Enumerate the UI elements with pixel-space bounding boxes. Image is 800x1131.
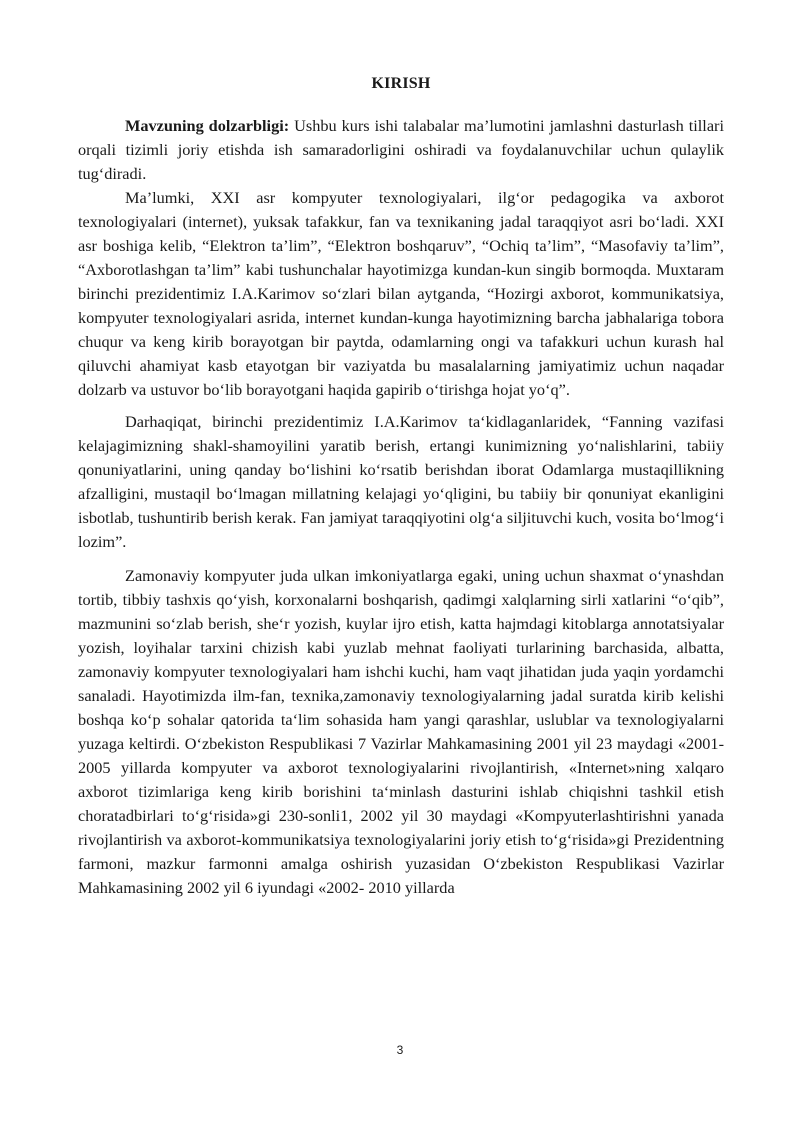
paragraph-text: Ushbu kurs ishi talabalar ma’lumotini jamlashni dasturlash tillari orqali tizimli joriy etishda ish samaradorligini oshiradi va foydalanuvchilar uchun qulaylik tug‘diradi. <box>78 116 724 183</box>
paragraph-text: Zamonaviy kompyuter juda ulkan imkoniyatlarga egaki, uning uchun shaxmat o‘ynashdan tortib, tibbiy tashxis qo‘yish, korxonalarni boshqarish, qadimgi xalqlarning sirli xatlarini “o‘qib”, mazmunini so‘zlab berish, she‘r yozish, kuylar ijro etish, katta hajmdagi kitoblarga annotatsiyalar yozish, loyihalar tarxini chizish kabi yuzlab mehnat faoliyati turlarining barchasida, albatta, zamonaviy kompyuter texnologiyalari ham ishchi kuchi, ham vaqt jihatidan juda yaqin yordamchi sanaladi. Hayotimizda ilm-fan, texnika,zamonaviy texnologiyalarning jadal suratda kirib kelishi boshqa ko‘p sohalar qatorida ta‘lim sohasida ham yangi qarashlar, uslublar va texnologiyalarni yuzaga keltirdi. O‘zbekiston Respublikasi 7 Vazirlar Mahkamasining 2001 yil 23 maydagi «2001-2005 yillarda kompyuter va axborot texnologiyalarini rivojlantirish, «Internet»ning xalqaro axborot tizimlariga keng kirib borishini ta‘minlash dasturini ishlab chiqishni tashkil etish choratadbirlari to‘g‘risida»gi 230-sonli1, 2002 yil 30 maydagi «Kompyuterlashtirishni yanada rivojlantirish va axborot-kommunikatsiya texnologiyalarini joriy etish to‘g‘risida»gi Prezidentning farmoni, mazkur farmonni amalga oshirish yuzasidan O‘zbekiston Respublikasi Vazirlar Mahkamasining 2002 yil 6 iyundagi «2002- 2010 yillarda <box>78 566 724 897</box>
paragraph-lead: Mavzuning dolzarbligi: <box>125 116 290 135</box>
page-number: 3 <box>396 1043 404 1057</box>
paragraph-relevance <box>78 114 724 186</box>
paragraph-modern-computer <box>78 564 724 900</box>
paragraph-text: Ma’lumki, XXI asr kompyuter texnologiyalari, ilg‘or pedagogika va axborot texnologiyalari (internet), yuksak tafakkur, fan va texnikaning jadal taraqqiyot asri bo‘ladi. XXI asr boshiga kelib, “Elektron ta’lim”, “Elektron boshqaruv”, “Ochiq ta’lim”, “Masofaviy ta’lim”, “Axborotlashgan ta’lim” kabi tushunchalar hayotimizga kundan-kun singib bormoqda. Muxtaram birinchi prezidentimiz I.A.Karimov so‘zlari bilan aytganda, “Hozirgi axborot, kommunikatsiya, kompyuter texnologiyalari asrida, internet kundan-kunga hayotimizning barcha jabhalariga tobora chuqur va keng kirib borayotgan bir paytda, odamlarning ongi va tafakkuri uchun kurash hal qiluvchi ahamiyat kasb etayotgan bir vaziyatda bu masalalarning jamiyatimiz uchun naqadar dolzarb va ustuvor bo‘lib borayotgani haqida gapirib o‘tirishga hojat yo‘q”. <box>78 188 724 399</box>
paragraph-darhaqiqat <box>78 410 724 554</box>
section-title: KIRISH <box>371 75 431 92</box>
paragraph-xxi-century <box>78 186 724 402</box>
paragraph-text: Darhaqiqat, birinchi prezidentimiz I.A.Karimov ta‘kidlaganlaridek, “Fanning vazifasi kelajagimizning shakl-shamoyilini yaratib berish, ertangi kunimizning yo‘nalishlarini, tabiiy qonuniyatlarini, uning qanday bo‘lishini ko‘rsatib berishdan iborat Odamlarga mustaqillikning afzalligini, mustaqil bo‘lmagan millatning kelajagi yo‘qligini, bu tabiiy bir qonuniyat ekanligini isbotlab, tushuntirib berish kerak. Fan jamiyat taraqqiyotini olg‘a siljituvchi kuch, vosita bo‘lmog‘i lozim”. <box>78 412 724 551</box>
document-page <box>78 72 724 900</box>
